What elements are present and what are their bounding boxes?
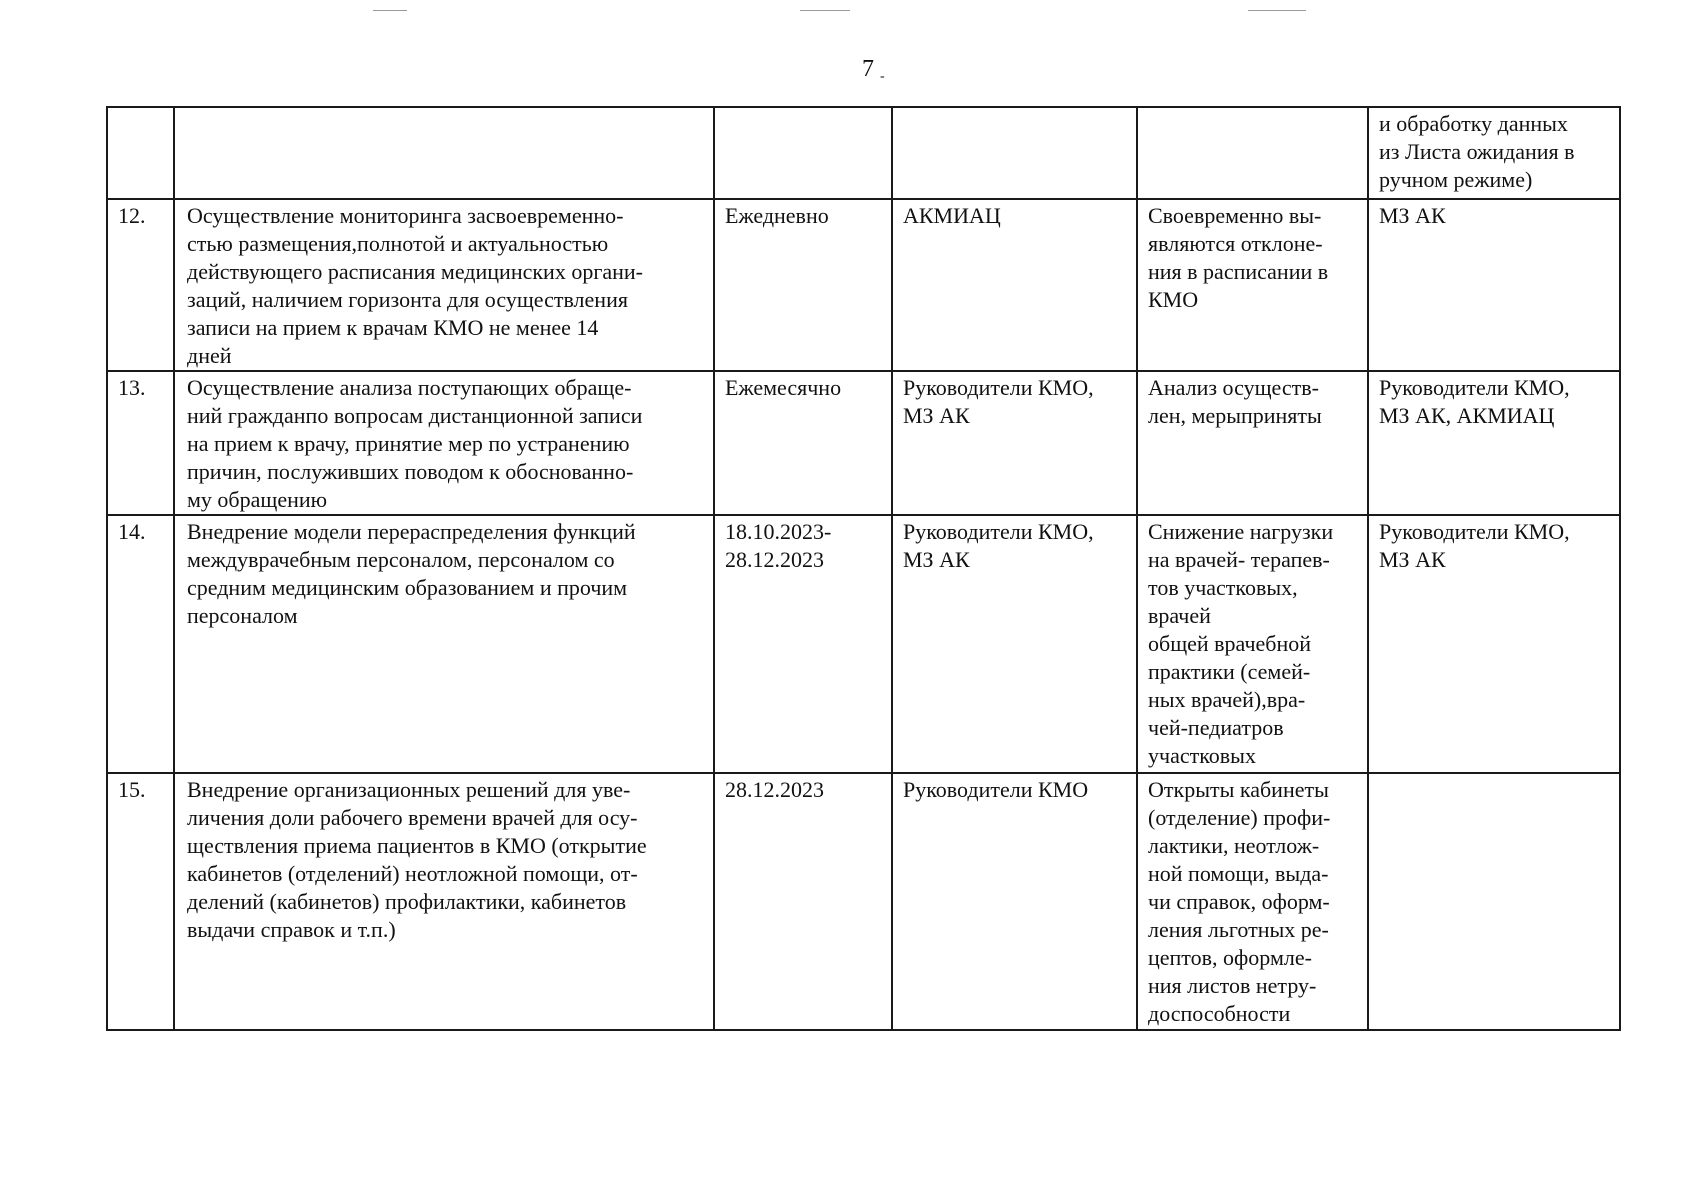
table-row	[107, 199, 1620, 371]
cell-line: участковых	[1148, 743, 1256, 768]
cell-line: Осуществление анализа поступающих обраще-	[187, 375, 632, 400]
cell-line: на прием к врачу, принятие мер по устранению	[187, 431, 630, 456]
cell-number: 14.	[107, 515, 174, 773]
cell-line: кабинетов (отделений) неотложной помощи, от-	[187, 861, 638, 886]
cell-line: действующего расписания медицинских органи-	[187, 259, 643, 284]
cell-line: Снижение нагрузки	[1148, 519, 1334, 544]
cell-line: практики (семей-	[1148, 659, 1311, 684]
cell-line: стью размещения,полнотой и актуальностью	[187, 231, 609, 256]
cell-number: 12.	[107, 199, 174, 371]
cell-control	[1368, 515, 1620, 773]
cell-deadline	[714, 773, 892, 1030]
cell-line: Внедрение организационных решений для уве-	[187, 777, 631, 802]
cell-line: Руководители КМО,	[1379, 519, 1570, 544]
page-number-tick: -	[880, 69, 885, 84]
cell-line: цептов, оформле-	[1148, 945, 1312, 970]
cell-result	[1137, 371, 1368, 515]
cell-line: личения доли рабочего времени врачей для осу-	[187, 805, 638, 830]
cell-control	[1368, 199, 1620, 371]
cell-line: причин, послуживших поводом к обоснованно-	[187, 459, 634, 484]
cell-responsible	[892, 515, 1137, 773]
cell-line: междуврачебным персоналом, персоналом со	[187, 547, 615, 572]
cell-deadline	[714, 107, 892, 199]
cell-activity	[174, 199, 714, 371]
cell-number: 13.	[107, 371, 174, 515]
cell-line: МЗ АК, АКМИАЦ	[1379, 403, 1555, 428]
cell-line: ния в расписании в	[1148, 259, 1329, 284]
cell-line: врачей	[1148, 603, 1211, 628]
table-row	[107, 773, 1620, 1030]
cell-line: записи на прием к врачам КМО не менее 14	[187, 315, 599, 340]
cell-line: 28.12.2023	[725, 777, 824, 802]
cell-line: Руководители КМО,	[1379, 375, 1570, 400]
page-number	[862, 56, 885, 85]
cell-line: из Листа ожидания в	[1379, 139, 1575, 164]
cell-deadline	[714, 515, 892, 773]
cell-activity	[174, 371, 714, 515]
cell-line: ручном режиме)	[1379, 167, 1533, 192]
cell-line: МЗ АК	[903, 547, 970, 572]
cell-line: АКМИАЦ	[903, 203, 1001, 228]
cell-line: ных врачей),вра-	[1148, 687, 1306, 712]
cell-line: МЗ АК	[1379, 203, 1446, 228]
cell-line: заций, наличием горизонта для осуществления	[187, 287, 628, 312]
cell-result	[1137, 773, 1368, 1030]
scan-mark-left	[373, 10, 407, 11]
cell-line: ний гражданпо вопросам дистанционной записи	[187, 403, 643, 428]
scan-mark-right	[1248, 10, 1306, 11]
cell-line: му обращению	[187, 487, 328, 512]
cell-line: КМО	[1148, 287, 1199, 312]
cell-line: Своевременно вы-	[1148, 203, 1322, 228]
cell-line: Открыты кабинеты	[1148, 777, 1329, 802]
cell-responsible	[892, 107, 1137, 199]
cell-line: общей врачебной	[1148, 631, 1312, 656]
cell-activity	[174, 515, 714, 773]
cell-line: Внедрение модели перераспределения функций	[187, 519, 636, 544]
cell-line: выдачи справок и т.п.)	[187, 917, 396, 942]
cell-control	[1368, 371, 1620, 515]
scan-mark-center	[800, 10, 850, 11]
cell-line: лен, мерыприняты	[1148, 403, 1322, 428]
cell-line: МЗ АК	[903, 403, 970, 428]
cell-line: дней	[187, 343, 232, 368]
cell-line: персоналом	[187, 603, 298, 628]
cell-line: Осуществление мониторинга засвоевременно-	[187, 203, 624, 228]
cell-line: ления льготных ре-	[1148, 917, 1329, 942]
table-row	[107, 107, 1620, 199]
cell-responsible	[892, 371, 1137, 515]
cell-line: ществления приема пациентов в КМО (открытие	[187, 833, 647, 858]
cell-line: делений (кабинетов) профилактики, кабинетов	[187, 889, 627, 914]
table-row	[107, 515, 1620, 773]
cell-line: тов участковых,	[1148, 575, 1298, 600]
cell-line: Ежемесячно	[725, 375, 842, 400]
cell-line: чи справок, оформ-	[1148, 889, 1330, 914]
action-plan-table	[106, 106, 1621, 1031]
cell-line: и обработку данных	[1379, 111, 1568, 136]
cell-line: доспособности	[1148, 1001, 1291, 1026]
cell-line: чей-педиатров	[1148, 715, 1284, 740]
cell-deadline	[714, 199, 892, 371]
cell-number	[107, 107, 174, 199]
cell-result	[1137, 199, 1368, 371]
cell-line: Ежедневно	[725, 203, 829, 228]
cell-responsible	[892, 773, 1137, 1030]
cell-activity	[174, 107, 714, 199]
cell-control	[1368, 107, 1620, 199]
cell-line: на врачей- терапев-	[1148, 547, 1330, 572]
cell-control	[1368, 773, 1620, 1030]
cell-activity	[174, 773, 714, 1030]
cell-line: ния листов нетру-	[1148, 973, 1317, 998]
cell-line: Анализ осуществ-	[1148, 375, 1319, 400]
cell-line: Руководители КМО	[903, 777, 1089, 802]
cell-line: ной помощи, выда-	[1148, 861, 1329, 886]
cell-line: средним медицинским образованием и прочим	[187, 575, 628, 600]
cell-line: Руководители КМО,	[903, 375, 1094, 400]
cell-line: Руководители КМО,	[903, 519, 1094, 544]
cell-number: 15.	[107, 773, 174, 1030]
cell-responsible	[892, 199, 1137, 371]
cell-result	[1137, 107, 1368, 199]
cell-line: МЗ АК	[1379, 547, 1446, 572]
cell-line: лактики, неотлож-	[1148, 833, 1320, 858]
cell-line: 28.12.2023	[725, 547, 824, 572]
cell-deadline	[714, 371, 892, 515]
table-row	[107, 371, 1620, 515]
page-number-value: 7	[862, 56, 874, 82]
cell-line: являются отклоне-	[1148, 231, 1323, 256]
cell-line: 18.10.2023-	[725, 519, 832, 544]
cell-line: (отделение) профи-	[1148, 805, 1331, 830]
cell-result	[1137, 515, 1368, 773]
